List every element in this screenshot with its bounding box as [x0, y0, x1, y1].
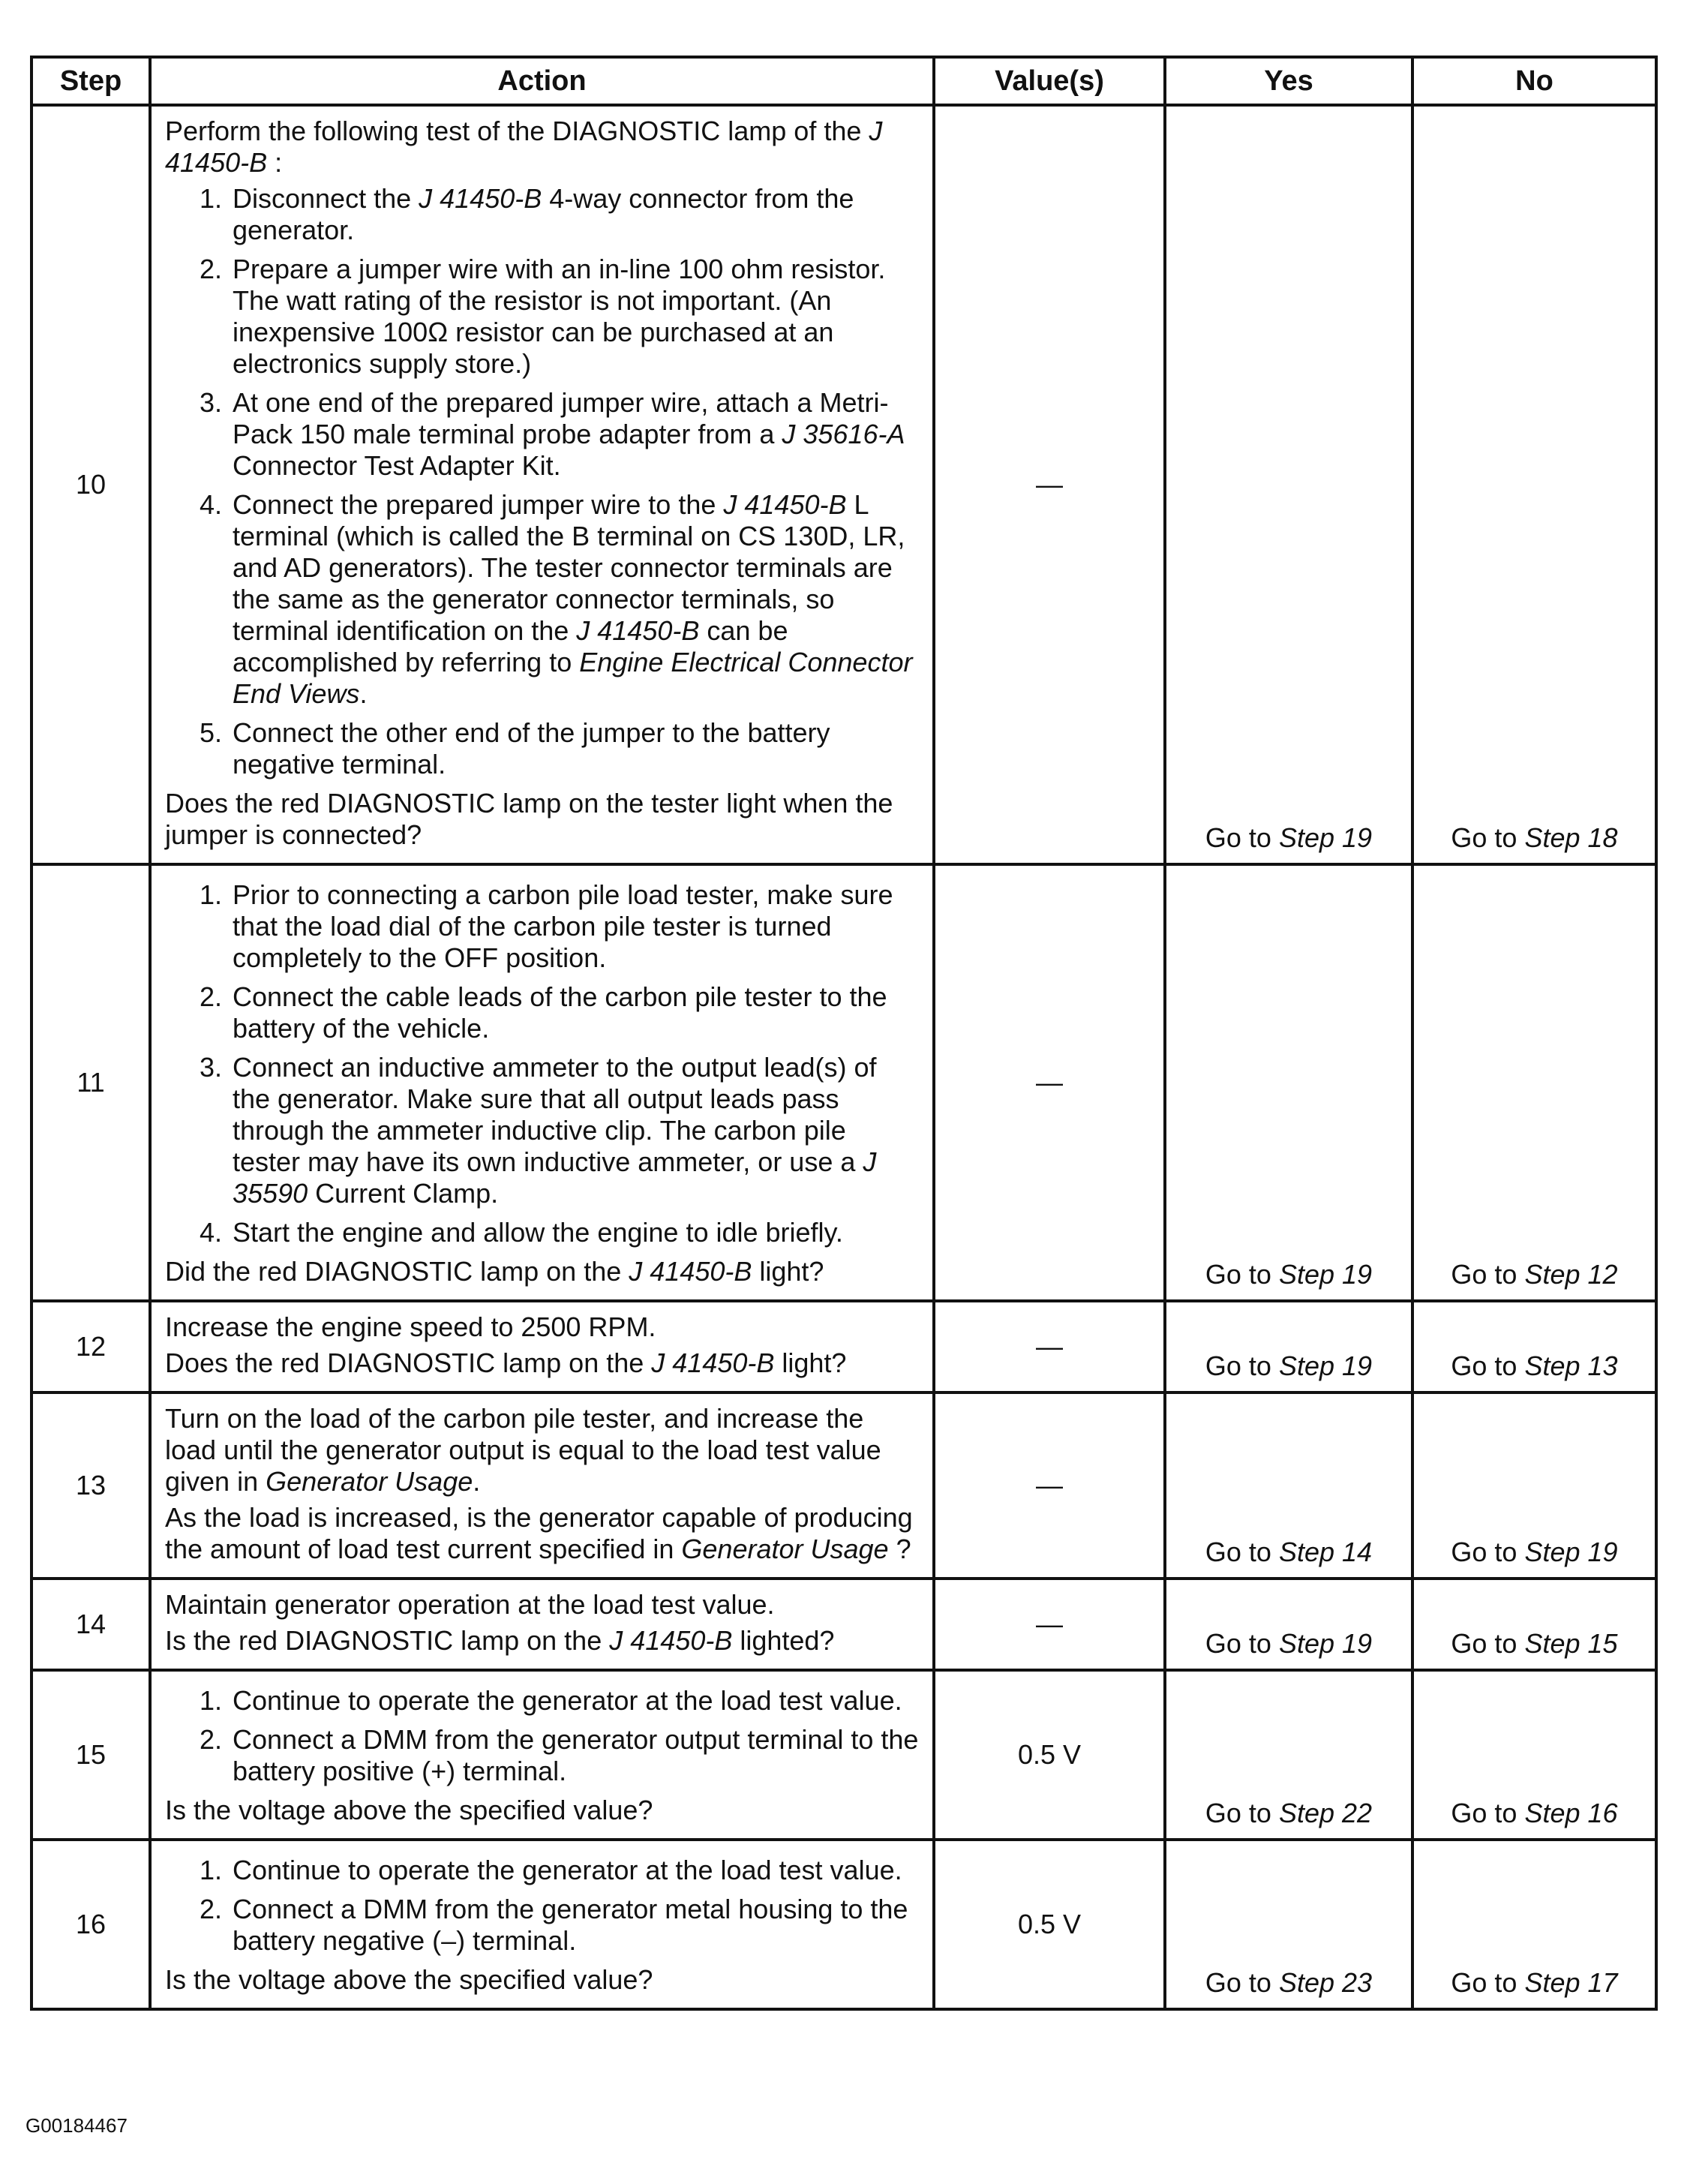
text-segment: Go to [1205, 1967, 1279, 1998]
italic-reference: Step 19 [1524, 1537, 1618, 1567]
text-segment: As the load is increased, is the generator capable of producing the amount of load test current specified in [165, 1502, 913, 1564]
yes-cell [1165, 1579, 1412, 1670]
italic-reference: Step 16 [1524, 1798, 1618, 1828]
text-segment: : [267, 147, 283, 178]
action-intro [165, 116, 920, 179]
text-segment: Turn on the load of the carbon pile tester, and increase the load until the generator output is equal to the load test value given in [165, 1403, 881, 1497]
text-segment: Start the engine and allow the engine to idle briefly. [233, 1217, 843, 1248]
action-cell [150, 1840, 934, 2009]
text-segment: Prior to connecting a carbon pile load tester, make sure that the load dial of the carbon pile tester is turned completely to the OFF position. [233, 879, 893, 973]
action-cell [150, 864, 934, 1301]
text-segment: light? [752, 1256, 824, 1287]
text-segment: Is the voltage above the specified value? [165, 1795, 653, 1825]
action-step-item [230, 489, 920, 710]
value-cell: — [934, 1392, 1165, 1579]
value-cell: — [934, 1301, 1165, 1392]
step-number: 15 [32, 1670, 150, 1840]
text-segment: Go to [1205, 822, 1279, 853]
header-no: No [1412, 57, 1656, 105]
no-cell [1412, 864, 1656, 1301]
text-segment: Continue to operate the generator at the load test value. [233, 1685, 902, 1716]
italic-reference: Step 22 [1278, 1798, 1373, 1828]
no-cell [1412, 1392, 1656, 1579]
value-cell: 0.5 V [934, 1840, 1165, 2009]
table-row [32, 864, 1656, 1301]
action-step-item [230, 1685, 920, 1717]
action-cell [150, 1579, 934, 1670]
italic-reference: Step 19 [1278, 1350, 1373, 1381]
action-step-item [230, 1855, 920, 1886]
action-question [165, 1502, 920, 1565]
step-number: 16 [32, 1840, 150, 2009]
italic-reference: Step 17 [1524, 1967, 1618, 1998]
italic-reference: Step 19 [1278, 1259, 1373, 1290]
yes-cell [1165, 1670, 1412, 1840]
action-step-item [230, 183, 920, 246]
italic-reference: J 41450-B [629, 1256, 752, 1287]
action-step-item [230, 981, 920, 1044]
text-segment: Go to [1451, 1628, 1525, 1659]
action-question [165, 1964, 920, 1996]
text-segment: Connect the prepared jumper wire to the [233, 489, 724, 520]
text-segment: Connect the other end of the jumper to the battery negative terminal. [233, 717, 830, 780]
text-segment: Maintain generator operation at the load test value. [165, 1589, 775, 1620]
italic-reference: Step 23 [1278, 1967, 1373, 1998]
action-steps-list [165, 1685, 920, 1787]
text-segment: . [359, 678, 368, 709]
text-segment: Is the red DIAGNOSTIC lamp on the [165, 1625, 610, 1656]
text-segment: Go to [1205, 1259, 1279, 1290]
text-segment: can be accomplished by referring to [233, 615, 788, 677]
text-segment: Go to [1451, 1259, 1525, 1290]
table-row [32, 1840, 1656, 2009]
text-segment: Go to [1451, 1798, 1525, 1828]
action-question [165, 1625, 920, 1657]
text-segment: lighted? [732, 1625, 835, 1656]
yes-cell [1165, 105, 1412, 864]
step-number: 11 [32, 864, 150, 1301]
no-cell [1412, 1670, 1656, 1840]
italic-reference: Step 18 [1524, 822, 1618, 853]
action-cell [150, 1670, 934, 1840]
table-row [32, 1301, 1656, 1392]
text-segment: Is the voltage above the specified value? [165, 1964, 653, 1995]
table-row [32, 1579, 1656, 1670]
text-segment: Go to [1205, 1350, 1279, 1381]
action-steps-list [165, 1855, 920, 1957]
yes-cell [1165, 864, 1412, 1301]
figure-id: G00184467 [26, 2114, 128, 2137]
header-values: Value(s) [934, 57, 1165, 105]
action-question [165, 1256, 920, 1287]
step-number: 12 [32, 1301, 150, 1392]
text-segment: Current Clamp. [308, 1178, 499, 1209]
text-segment: Increase the engine speed to 2500 RPM. [165, 1311, 656, 1342]
italic-reference: Generator Usage [266, 1466, 473, 1497]
header-step: Step [32, 57, 150, 105]
action-step-item [230, 1724, 920, 1787]
text-segment: At one end of the prepared jumper wire, attach a Metri-Pack 150 male terminal probe adapter from a [233, 387, 889, 449]
text-segment: Connect the cable leads of the carbon pile tester to the battery of the vehicle. [233, 981, 887, 1044]
text-segment: Connect a DMM from the generator metal housing to the battery negative (–) terminal. [233, 1894, 908, 1956]
text-segment: Go to [1205, 1628, 1279, 1659]
text-segment: Prepare a jumper wire with an in-line 100 ohm resistor. The watt rating of the resistor is not important. (An inexpensive 100Ω resistor can be purchased at an electronics supply store.) [233, 254, 886, 379]
text-segment: Go to [1451, 1537, 1525, 1567]
text-segment: Connect a DMM from the generator output terminal to the battery positive (+) terminal. [233, 1724, 919, 1786]
action-step-item [230, 1894, 920, 1957]
italic-reference: J 35616-A [782, 419, 905, 449]
text-segment: Does the red DIAGNOSTIC lamp on the [165, 1347, 652, 1378]
text-segment: light? [774, 1347, 847, 1378]
action-intro [165, 1311, 920, 1343]
header-action: Action [150, 57, 934, 105]
no-cell [1412, 1579, 1656, 1670]
text-segment: Go to [1451, 1350, 1525, 1381]
text-segment: Disconnect the [233, 183, 419, 214]
action-cell [150, 1392, 934, 1579]
action-question [165, 1795, 920, 1826]
italic-reference: Step 13 [1524, 1350, 1618, 1381]
text-segment: Go to [1451, 1967, 1525, 1998]
value-cell: — [934, 1579, 1165, 1670]
italic-reference: J 41450-B [419, 183, 542, 214]
no-cell [1412, 105, 1656, 864]
text-segment: Go to [1451, 822, 1525, 853]
action-intro [165, 1589, 920, 1621]
italic-reference: Step 19 [1278, 1628, 1373, 1659]
value-cell: — [934, 864, 1165, 1301]
action-step-item [230, 717, 920, 780]
no-cell [1412, 1301, 1656, 1392]
italic-reference: J 41450-B [651, 1347, 775, 1378]
text-segment: Continue to operate the generator at the load test value. [233, 1855, 902, 1885]
value-cell: — [934, 105, 1165, 864]
action-question [165, 788, 920, 851]
table-row [32, 1670, 1656, 1840]
value-cell: 0.5 V [934, 1670, 1165, 1840]
action-step-item [230, 387, 920, 482]
action-cell [150, 1301, 934, 1392]
text-segment: Connect an inductive ammeter to the output lead(s) of the generator. Make sure that all output leads pass through the ammeter inductive clip. The carbon pile tester may have its own inductive ammeter, or use a [233, 1052, 877, 1177]
action-step-item [230, 1217, 920, 1248]
yes-cell [1165, 1840, 1412, 2009]
action-step-item [230, 879, 920, 974]
italic-reference: Engine Electrical Connector End Views [233, 647, 913, 709]
italic-reference: J 41450-B [576, 615, 700, 646]
text-segment: L terminal (which is called the B terminal on CS 130D, LR, and AD generators). The tester connector terminals are the same as the generator connector terminals, so terminal identification on the [233, 489, 905, 646]
yes-cell [1165, 1301, 1412, 1392]
text-segment: . [473, 1466, 481, 1497]
action-step-item [230, 1052, 920, 1209]
text-segment: 4-way connector from the generator. [233, 183, 854, 245]
diagnostic-table-container [30, 56, 1655, 2011]
italic-reference: J 41450-B [723, 489, 847, 520]
text-segment: Go to [1205, 1537, 1279, 1567]
italic-reference: Step 15 [1524, 1628, 1618, 1659]
header-yes: Yes [1165, 57, 1412, 105]
italic-reference: Step 12 [1524, 1259, 1618, 1290]
italic-reference: J 35590 [233, 1146, 877, 1209]
step-number: 13 [32, 1392, 150, 1579]
text-segment: Does the red DIAGNOSTIC lamp on the tester light when the jumper is connected? [165, 788, 893, 850]
italic-reference: J 41450-B [609, 1625, 733, 1656]
table-row [32, 105, 1656, 864]
table-row [32, 1392, 1656, 1579]
italic-reference: Step 19 [1278, 822, 1373, 853]
action-step-item [230, 254, 920, 380]
action-question [165, 1347, 920, 1379]
table-body [32, 105, 1656, 2009]
text-segment: Connector Test Adapter Kit. [233, 450, 561, 481]
step-number: 14 [32, 1579, 150, 1670]
action-steps-list [165, 183, 920, 780]
header-row [32, 57, 1656, 105]
text-segment: Perform the following test of the DIAGNOSTIC lamp of the [165, 116, 869, 146]
text-segment: Did the red DIAGNOSTIC lamp on the [165, 1256, 629, 1287]
no-cell [1412, 1840, 1656, 2009]
text-segment: Go to [1205, 1798, 1279, 1828]
action-steps-list [165, 879, 920, 1248]
yes-cell [1165, 1392, 1412, 1579]
italic-reference: Generator Usage [681, 1534, 889, 1564]
italic-reference: J 41450-B [165, 116, 883, 178]
action-cell [150, 105, 934, 864]
diagnostic-table [30, 56, 1658, 2011]
text-segment: ? [888, 1534, 911, 1564]
action-intro [165, 1403, 920, 1498]
italic-reference: Step 14 [1278, 1537, 1373, 1567]
step-number: 10 [32, 105, 150, 864]
